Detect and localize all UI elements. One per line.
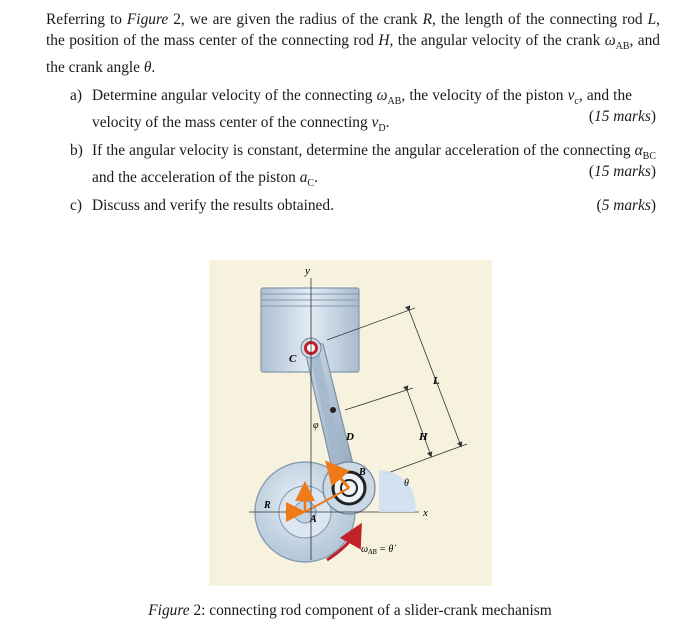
label-L: L	[433, 375, 440, 387]
dimension-H	[345, 388, 431, 456]
label-omega-eq: = θ̇	[376, 544, 394, 555]
symbol-sub: C	[307, 178, 315, 190]
symbol-vd: v	[371, 114, 379, 132]
marks-label: (5 marks)	[596, 197, 656, 214]
marks-value: 15 marks	[594, 163, 651, 180]
label-phi: φ	[313, 420, 319, 431]
label-omega-symbol: ω	[361, 544, 369, 555]
intro-text-2: 2, we are given the radius of the crank	[168, 11, 423, 28]
question-label: c)	[70, 197, 82, 214]
label-y: y	[305, 265, 310, 277]
mechanism-diagram	[209, 260, 492, 586]
label-omega-sub: AB	[368, 548, 377, 556]
question-label: b)	[70, 142, 83, 159]
label-B: B	[359, 467, 366, 478]
question-text-part: If the angular velocity is constant, determine the angular acceleration of the connecting	[92, 142, 635, 159]
symbol-sub: D	[378, 123, 386, 135]
intro-text-4: , the position of the mass center of the connecting rod	[46, 11, 661, 49]
marks-value: 5 marks	[601, 197, 651, 214]
label-C: C	[289, 353, 297, 365]
symbol-v: v	[567, 87, 575, 104]
intro-text-5: , the angular velocity of the crank	[389, 32, 605, 49]
question-text-part: and the acceleration of the piston	[92, 169, 300, 187]
question-text-part: .	[314, 169, 318, 187]
question-label: a)	[70, 87, 82, 104]
label-D: D	[346, 431, 354, 443]
figure-caption	[0, 601, 700, 621]
label-x: x	[423, 507, 428, 519]
symbol-L: L	[647, 11, 657, 28]
question-text-part: , and the velocity of the mass center of the connecting	[92, 87, 632, 132]
label-A: A	[310, 514, 317, 525]
question-text-part: .	[385, 114, 390, 132]
caption-text: 2: connecting rod component of a slider-crank mechanism	[189, 602, 552, 619]
symbol-H: H	[378, 32, 390, 49]
symbol-a: a	[299, 169, 308, 187]
figure-reference: Figure	[126, 11, 169, 28]
symbol-theta: θ	[143, 59, 152, 77]
symbol-omega-sub: AB	[615, 41, 630, 53]
intro-text-6: , and the crank angle	[46, 32, 660, 77]
label-theta: θ	[404, 478, 409, 489]
symbol-sub: c	[574, 96, 579, 108]
question-text-part: , the velocity of the piston	[401, 87, 568, 104]
marks-label: (15 marks)	[588, 163, 656, 180]
intro-text-3: , the length of the connecting rod	[432, 11, 648, 28]
slider-crank-figure	[209, 260, 492, 586]
intro-text-7: .	[151, 59, 156, 77]
caption-figure-label: Figure	[148, 602, 190, 619]
label-omega	[361, 544, 396, 556]
question-c	[70, 195, 656, 217]
marks-label: (15 marks)	[588, 108, 656, 125]
marks-value: 15 marks	[594, 108, 651, 125]
mass-center-D	[330, 407, 336, 413]
symbol-omega: ω	[604, 32, 616, 49]
question-b	[70, 140, 656, 190]
question-text	[92, 195, 632, 216]
symbol-sub: AB	[387, 96, 402, 108]
symbol-alpha: α	[634, 142, 643, 159]
question-text	[92, 140, 656, 194]
question-text-part: Discuss and verify the results obtained.	[92, 197, 334, 214]
question-text-part: Determine angular velocity of the connecting	[92, 87, 377, 104]
symbol-omega: ω	[376, 87, 388, 104]
intro-text-1: Referring to	[46, 11, 127, 28]
label-H: H	[419, 431, 428, 443]
question-text	[92, 85, 632, 139]
label-R: R	[264, 500, 271, 511]
theta-angle	[379, 470, 416, 512]
question-a	[70, 85, 656, 135]
symbol-sub: BC	[642, 151, 656, 163]
symbol-R: R	[422, 11, 433, 28]
problem-statement	[46, 9, 660, 78]
